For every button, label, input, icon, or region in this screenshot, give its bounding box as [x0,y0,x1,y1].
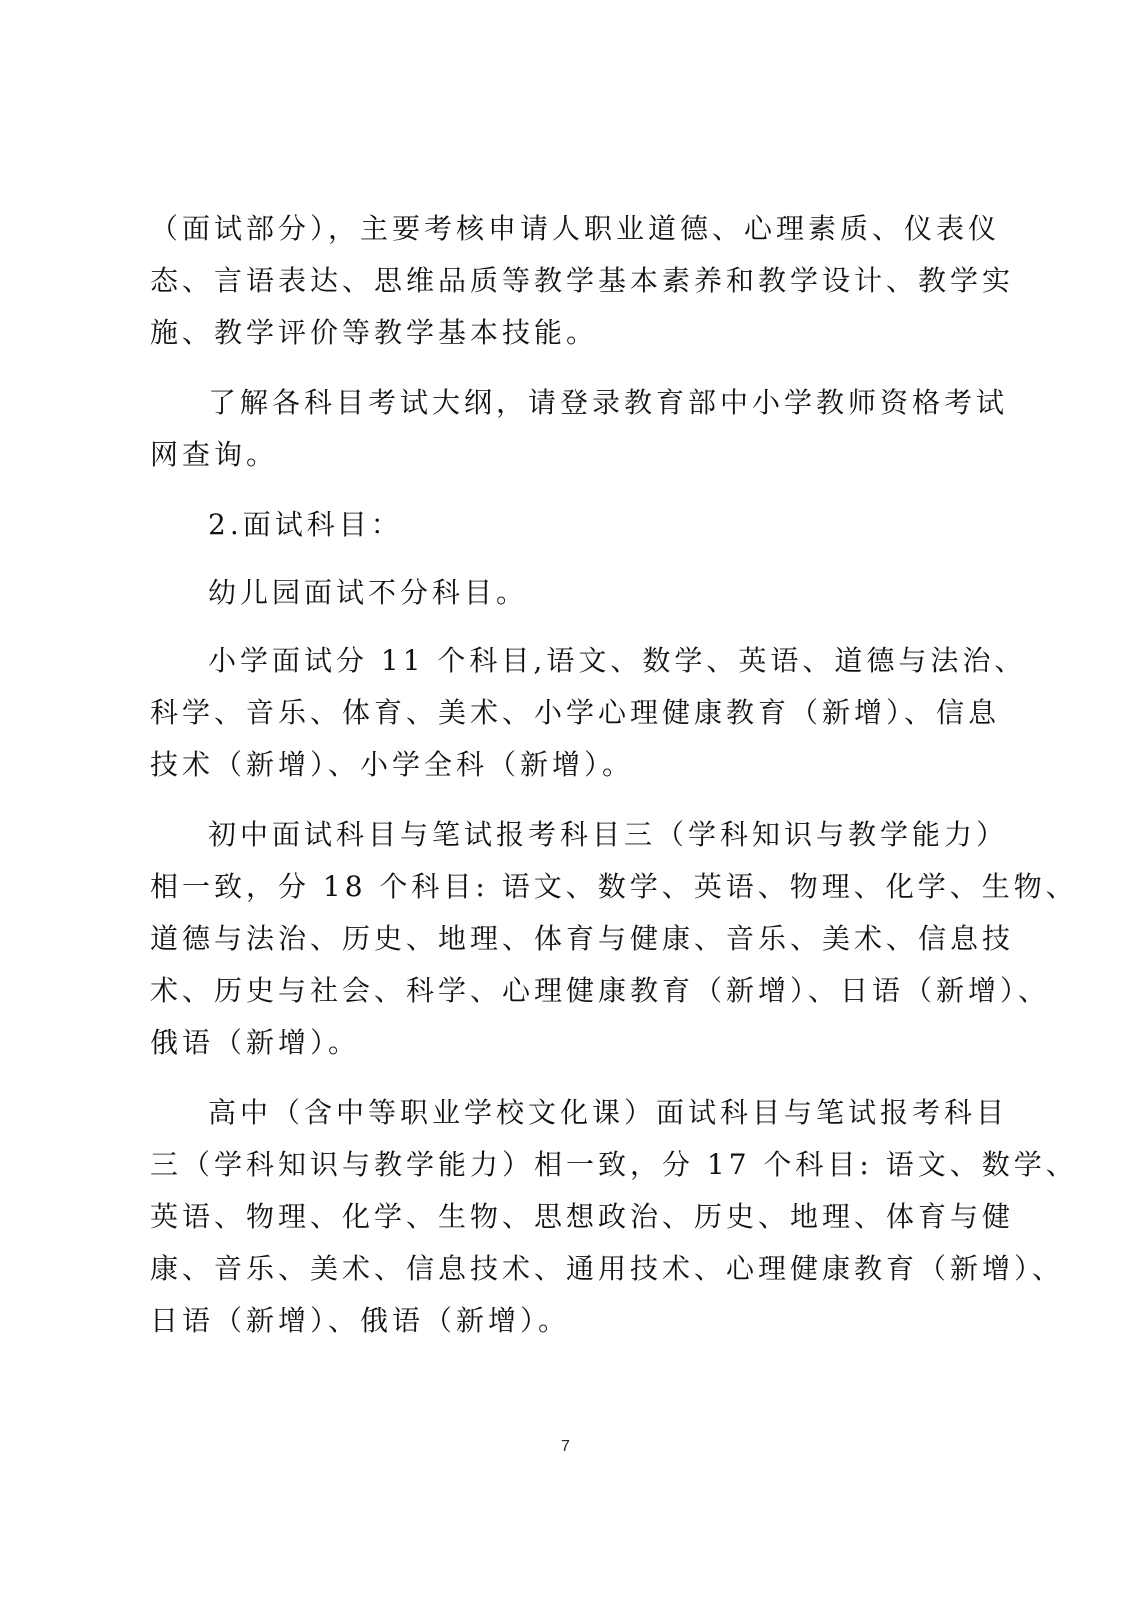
text-line: 态、言语表达、思维品质等教学基本素养和教学设计、教学实 [150,264,1015,297]
text-line: 英语、物理、化学、生物、思想政治、历史、地理、体育与健 [150,1200,1015,1233]
page-number: 7 [561,1438,570,1455]
text-line: 高中（含中等职业学校文化课）面试科目与笔试报考科目 [208,1096,1009,1129]
text-line: 初中面试科目与笔试报考科目三（学科知识与教学能力） [208,818,1009,851]
text-line: 网查询。 [150,438,279,471]
text-line: （面试部分），主要考核申请人职业道德、心理素质、仪表仪 [150,212,1001,245]
text-line: 小学面试分 11 个科目,语文、数学、英语、道德与法治、 [208,644,1027,677]
text-line: 技术（新增）、小学全科（新增）。 [150,748,635,781]
text-line: 了解各科目考试大纲，请登录教育部中小学教师资格考试 [208,386,1009,419]
text-line: 科学、音乐、体育、美术、小学心理健康教育（新增）、信息 [150,696,1001,729]
text-line: 相一致，分 18 个科目: 语文、数学、英语、物理、化学、生物、 [150,870,1078,903]
text-line: 幼儿园面试不分科目。 [208,576,529,609]
text-line: 术、历史与社会、科学、心理健康教育（新增）、日语（新增）、 [150,974,1051,1007]
text-line: 三（学科知识与教学能力）相一致，分 17 个科目: 语文、数学、 [150,1148,1078,1181]
text-line: 康、音乐、美术、信息技术、通用技术、心理健康教育（新增）、 [150,1252,1065,1285]
text-line: 施、教学评价等教学基本技能。 [150,316,599,349]
text-line: 道德与法治、历史、地理、体育与健康、音乐、美术、信息技 [150,922,1015,955]
section-heading: 2.面试科目： [208,508,403,541]
text-line: 日语（新增）、俄语（新增）。 [150,1304,571,1337]
text-line: 俄语（新增）。 [150,1026,361,1059]
